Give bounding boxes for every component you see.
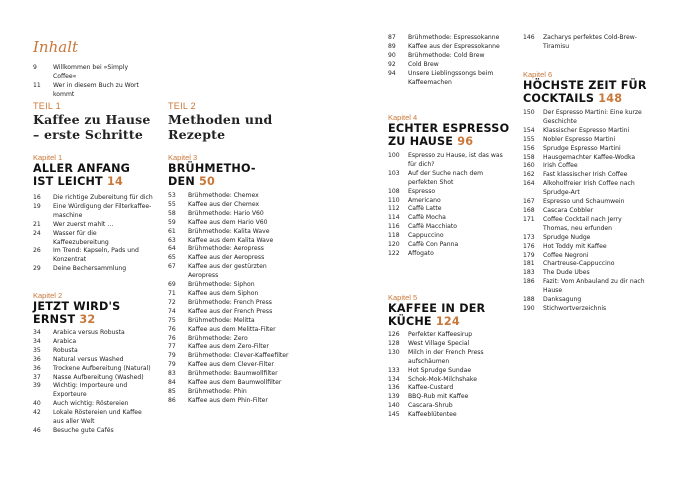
chapter-4-page: 96	[457, 134, 474, 148]
toc-entry	[168, 308, 298, 317]
toc-entry-title: Cascara Cobbler	[543, 206, 594, 214]
toc-page-number: 94	[388, 69, 396, 77]
toc-page-number: 59	[168, 218, 176, 226]
toc-page-number: 136	[388, 384, 400, 392]
toc-entry	[33, 427, 153, 436]
toc-page-number: 139	[388, 393, 400, 401]
toc-entry-title: Kaffee aus dem Hario V60	[188, 218, 268, 226]
toc-entry	[168, 237, 298, 246]
toc-entry	[33, 247, 153, 265]
chapter-3-list	[168, 192, 298, 406]
toc-entry-title: Americano	[408, 196, 441, 204]
toc-entry-title: Kaffee aus der French Press	[188, 307, 273, 315]
toc-entry	[523, 136, 648, 145]
toc-entry-title: Milch in der French Press aufschäumen	[408, 348, 484, 365]
toc-entry	[523, 171, 648, 180]
contents-title: Inhalt	[33, 38, 79, 56]
chapter-6-list	[523, 109, 648, 314]
toc-entry	[33, 82, 153, 100]
toc-page-number: 122	[388, 249, 400, 257]
toc-page-number: 16	[33, 194, 41, 201]
toc-entry-title: Unsere Lieblingssongs beim Kaffeemachen	[408, 69, 494, 86]
toc-page-number: 179	[523, 251, 535, 259]
toc-page-number: 118	[388, 232, 400, 240]
toc-entry-title: Kaffee aus der Espressokanne	[408, 42, 500, 50]
toc-entry-title: Brühmethode: Kalita Wave	[188, 227, 270, 235]
toc-page-number: 79	[168, 352, 176, 360]
toc-entry	[388, 384, 508, 393]
chapter-1-page: 14	[107, 174, 123, 188]
toc-page-number: 84	[168, 379, 176, 387]
toc-entry-title: Chartreuse-Cappuccino	[543, 260, 615, 268]
toc-entry-title: Kaffee-Custard	[408, 384, 454, 392]
toc-page-number: 164	[523, 180, 535, 188]
toc-entry-title: Nobler Espresso Martini	[543, 135, 616, 143]
toc-entry	[523, 145, 648, 154]
chapter-6-label: Kapitel 6	[523, 70, 553, 79]
toc-entry-title: Wer zuerst mahlt …	[53, 220, 114, 228]
toc-entry	[33, 338, 153, 347]
toc-entry	[168, 290, 298, 299]
chapter-3-heading: BRÜHMETHO-DEN	[168, 162, 256, 188]
toc-entry	[168, 228, 298, 237]
toc-entry	[388, 197, 508, 206]
toc-entry-title: Kaffee aus dem Baumwollfilter	[188, 379, 282, 387]
toc-entry-title: Caffè Mocha	[408, 214, 446, 222]
toc-page-number: 140	[388, 402, 400, 410]
toc-entry	[388, 232, 508, 241]
toc-page-number: 34	[33, 329, 41, 336]
toc-entry-title: Brühmethode: Siphon	[188, 281, 255, 289]
toc-entry-title: Brühmethode: Espressokanne	[408, 34, 500, 41]
chapter-2-list	[33, 329, 153, 436]
toc-entry-title: Irish Coffee	[543, 162, 578, 170]
toc-page-number: 120	[388, 241, 400, 249]
toc-entry-title: Lokale Röstereien und Kaffee aus aller Welt	[53, 409, 142, 426]
toc-page-number: 85	[168, 387, 176, 395]
toc-page-number: 108	[388, 187, 400, 195]
chapter-5-list	[388, 331, 508, 420]
toc-entry-title: Zacharys perfektes Cold-Brew-Tiramisu	[543, 34, 637, 50]
toc-page-number: 29	[33, 265, 41, 273]
toc-page-number: 74	[168, 307, 176, 315]
toc-entry-title: Danksagung	[543, 296, 582, 304]
toc-page-number: 65	[168, 254, 176, 262]
toc-page-number: 103	[388, 169, 400, 177]
toc-page-number: 36	[33, 355, 41, 363]
toc-page-number: 53	[168, 192, 176, 199]
toc-entry	[523, 252, 648, 261]
toc-entry	[33, 194, 153, 203]
toc-entry	[168, 192, 298, 201]
toc-entry	[168, 263, 298, 281]
toc-entry-title: Willkommen bei »Simply Coffee«	[53, 64, 129, 80]
toc-entry-title: Nasse Aufbereitung (Washed)	[53, 373, 144, 381]
chapter-1-label: Kapitel 1	[33, 153, 63, 162]
toc-entry	[33, 203, 153, 221]
toc-entry-title: Kaffee aus dem Zero-Filter	[188, 343, 269, 351]
toc-entry-title: Kaffee aus der Chemex	[188, 200, 260, 208]
toc-page-number: 87	[388, 34, 396, 41]
toc-entry	[388, 223, 508, 232]
toc-entry-title: Espresso und Schaumwein	[543, 198, 625, 206]
toc-page-number: 154	[523, 126, 535, 134]
chapter-1-list	[33, 194, 153, 274]
toc-page-number: 24	[33, 229, 41, 237]
toc-entry-title: Eine Würdigung der Filterkaffeemaschine	[53, 202, 152, 219]
toc-entry-title: Brühmethode: Aeropress	[188, 245, 264, 253]
toc-entry	[388, 188, 508, 197]
toc-entry-title: Kaffee aus dem Kalita Wave	[188, 236, 274, 244]
toc-entry	[168, 245, 298, 254]
toc-page-number: 46	[33, 426, 41, 434]
chapter-5-title	[388, 303, 498, 328]
toc-entry	[523, 127, 648, 136]
toc-entry-title: Fazit: Vom Anbauland zu dir nach Hause	[543, 278, 645, 295]
toc-page-number: 11	[33, 81, 41, 89]
toc-page-number: 76	[168, 334, 176, 342]
toc-page-number: 64	[168, 245, 176, 253]
toc-entry	[388, 61, 508, 70]
toc-entry	[523, 260, 648, 269]
toc-page-number: 89	[388, 42, 396, 50]
toc-entry	[388, 70, 508, 88]
col3-continued-list	[388, 34, 508, 87]
toc-entry	[33, 230, 153, 248]
toc-entry	[168, 361, 298, 370]
toc-entry-title: Kaffee aus dem Phin-Filter	[188, 396, 268, 404]
chapter-2-page: 32	[79, 312, 96, 326]
toc-entry-title: Caffè Latte	[408, 205, 442, 213]
toc-page-number: 145	[388, 411, 400, 419]
toc-page-number: 167	[523, 198, 535, 206]
part-2-label: TEIL 2	[168, 101, 196, 111]
toc-entry	[523, 154, 648, 163]
toc-page-number: 21	[33, 220, 41, 228]
toc-entry-title: Cold Brew	[408, 60, 439, 68]
toc-entry	[33, 347, 153, 356]
toc-page-number: 100	[388, 152, 400, 159]
toc-entry	[523, 207, 648, 216]
toc-page-number: 19	[33, 202, 41, 210]
toc-entry-title: Caffè Macchiato	[408, 223, 457, 231]
toc-entry	[523, 34, 648, 52]
toc-page-number: 26	[33, 247, 41, 255]
toc-entry-title: Kaffee aus der gestürzten Aeropress	[188, 263, 267, 280]
chapter-2-heading: JETZT WIRD'S ERNST	[33, 300, 121, 326]
toc-page-number: 190	[523, 304, 535, 312]
toc-entry	[33, 374, 153, 383]
toc-page-number: 130	[388, 348, 400, 356]
toc-entry	[523, 198, 648, 207]
toc-entry	[388, 214, 508, 223]
toc-page-number: 168	[523, 206, 535, 214]
toc-entry-title: Brühmethode: Chemex	[188, 192, 259, 199]
toc-entry	[33, 221, 153, 230]
toc-entry-title: Affogato	[408, 249, 434, 257]
toc-page-number: 72	[168, 298, 176, 306]
toc-entry-title: Brühmethode: Phin	[188, 387, 247, 395]
toc-entry	[523, 180, 648, 198]
toc-entry	[388, 402, 508, 411]
toc-page-number: 150	[523, 109, 535, 116]
toc-entry	[388, 349, 508, 367]
toc-entry	[168, 326, 298, 335]
chapter-3-title	[168, 163, 263, 188]
part-1-title: Kaffee zu Hause – erste Schritte	[33, 112, 151, 142]
toc-entry-title: Kaffee aus dem Clever-Filter	[188, 361, 274, 369]
toc-page-number: 55	[168, 200, 176, 208]
toc-entry	[523, 234, 648, 243]
toc-page-number: 77	[168, 343, 176, 351]
toc-page-number: 71	[168, 289, 176, 297]
toc-entry-title: Fast klassischer Irish Coffee	[543, 171, 628, 179]
toc-entry-title: Cascara-Shrub	[408, 402, 453, 410]
toc-page-number: 63	[168, 236, 176, 244]
toc-entry	[523, 162, 648, 171]
chapter-5-page: 124	[435, 314, 460, 328]
toc-page-number: 162	[523, 171, 535, 179]
chapter-1-heading: ALLER ANFANG IST LEICHT	[33, 162, 131, 188]
toc-entry-title: Wasser für die Kaffeezubereitung	[53, 229, 109, 246]
toc-page-number: 42	[33, 409, 41, 417]
toc-entry-title: Wer in diesem Buch zu Wort kommt	[53, 81, 139, 98]
toc-page-number: 92	[388, 60, 396, 68]
toc-entry	[168, 335, 298, 344]
toc-entry-title: Brühmethode: Hario V60	[188, 209, 264, 217]
toc-entry-title: Coffee Negroni	[543, 251, 589, 259]
toc-entry-title: Cappuccino	[408, 232, 444, 240]
toc-entry-title: Wichtig: Importeure und Exporteure	[53, 382, 128, 399]
toc-page-number: 75	[168, 316, 176, 324]
chapter-4-title	[388, 123, 513, 148]
toc-entry	[388, 241, 508, 250]
toc-page-number: 61	[168, 227, 176, 235]
toc-entry	[523, 216, 648, 234]
toc-entry-title: Sprudge Nudge	[543, 233, 591, 241]
toc-entry	[388, 340, 508, 349]
toc-entry	[388, 393, 508, 402]
toc-entry	[523, 296, 648, 305]
toc-entry-title: Im Trend: Kapseln, Pads und Konzentrat	[53, 247, 139, 264]
toc-entry-title: West Village Special	[408, 339, 470, 347]
toc-entry-title: Hot Sprudge Sundae	[408, 366, 472, 374]
toc-entry-title: Auch wichtig: Röstereien	[53, 400, 129, 408]
toc-entry	[33, 329, 153, 338]
toc-entry	[168, 317, 298, 326]
toc-entry	[33, 265, 153, 274]
toc-page-number: 79	[168, 361, 176, 369]
toc-page-number: 146	[523, 34, 535, 41]
toc-page-number: 69	[168, 281, 176, 289]
toc-page-number: 134	[388, 375, 400, 383]
chapter-3-page: 50	[199, 174, 215, 188]
chapter-4-list	[388, 152, 508, 259]
toc-entry-title: Kaffee aus dem Siphon	[188, 289, 259, 297]
toc-page-number: 126	[388, 331, 400, 338]
toc-entry	[168, 299, 298, 308]
toc-entry	[168, 343, 298, 352]
toc-page-number: 76	[168, 325, 176, 333]
toc-entry-title: Brühmethode: Baumwollfilter	[188, 370, 278, 378]
toc-entry	[33, 64, 153, 82]
toc-entry	[168, 201, 298, 210]
toc-entry	[168, 210, 298, 219]
toc-entry-title: Arabica versus Robusta	[53, 329, 125, 336]
toc-entry-title: Hot Toddy mit Kaffee	[543, 242, 607, 250]
toc-page-number: 90	[388, 51, 396, 59]
toc-page-number: 58	[168, 209, 176, 217]
toc-entry-title: Der Espresso Martini: Eine kurze Geschichte	[543, 109, 642, 125]
part-2-title: Methoden und Rezepte	[168, 112, 273, 142]
toc-entry-title: Trockene Aufbereitung (Natural)	[53, 364, 151, 372]
chapter-2-label: Kapitel 2	[33, 291, 63, 300]
toc-page-number: 37	[33, 373, 41, 381]
toc-entry-title: Die richtige Zubereitung für dich	[53, 194, 153, 201]
toc-entry	[168, 370, 298, 379]
toc-entry-title: The Dude Ubes	[543, 269, 590, 277]
toc-entry-title: Auf der Suche nach dem perfekten Shot	[408, 169, 484, 186]
toc-entry-title: Schok-Mok-Milchshake	[408, 375, 477, 383]
toc-entry-title: Brühmethode: Clever-Kaffeefilter	[188, 352, 289, 360]
toc-entry	[33, 382, 153, 400]
toc-entry-title: Klassischer Espresso Martini	[543, 126, 630, 134]
toc-entry-title: Arabica	[53, 337, 77, 345]
toc-entry	[523, 305, 648, 314]
toc-entry	[388, 411, 508, 420]
toc-entry	[33, 365, 153, 374]
toc-page-number: 173	[523, 233, 535, 241]
toc-page-number: 155	[523, 135, 535, 143]
toc-entry	[33, 356, 153, 365]
toc-entry	[168, 352, 298, 361]
chapter-6-page: 148	[598, 91, 623, 105]
toc-entry	[168, 254, 298, 263]
intro-list	[33, 64, 153, 100]
toc-page-number: 176	[523, 242, 535, 250]
toc-page-number: 116	[388, 223, 400, 231]
toc-entry	[388, 205, 508, 214]
toc-entry-title: Coffee Cocktail nach Jerry Thomas, neu erfunden	[543, 215, 622, 232]
toc-entry	[168, 219, 298, 228]
toc-entry-title: Stichwortverzeichnis	[543, 304, 607, 312]
toc-page-number: 110	[388, 196, 400, 204]
toc-entry	[388, 52, 508, 61]
toc-entry-title: Kaffeeblütentee	[408, 411, 457, 419]
toc-entry	[388, 43, 508, 52]
toc-page-number: 171	[523, 215, 535, 223]
toc-entry-title: Kaffee aus der Aeropress	[188, 254, 265, 262]
toc-page-number: 35	[33, 346, 41, 354]
toc-entry	[33, 400, 153, 409]
toc-entry-title: Alkoholfreier Irish Coffee nach Sprudge-Art	[543, 180, 635, 197]
toc-entry-title: BBQ-Rub mit Kaffee	[408, 393, 469, 401]
col4-continued-list	[523, 34, 648, 52]
toc-page-number: 67	[168, 263, 176, 271]
toc-entry	[523, 243, 648, 252]
chapter-6-heading: HÖCHSTE ZEIT FÜR COCKTAILS	[523, 79, 647, 105]
toc-entry-title: Perfekter Kaffeesirup	[408, 331, 473, 338]
toc-entry	[168, 281, 298, 290]
toc-page-number: 183	[523, 269, 535, 277]
toc-entry	[523, 278, 648, 296]
toc-entry-title: Brühmethode: Zero	[188, 334, 248, 342]
chapter-5-heading: KAFFEE IN DER KÜCHE	[388, 302, 486, 328]
toc-entry-title: Brühmethode: Cold Brew	[408, 51, 485, 59]
toc-page-number: 158	[523, 153, 535, 161]
toc-page-number: 114	[388, 214, 400, 222]
toc-entry	[388, 152, 508, 170]
chapter-6-title	[523, 80, 653, 105]
toc-entry-title: Robusta	[53, 346, 78, 354]
toc-entry	[388, 367, 508, 376]
toc-entry	[388, 170, 508, 188]
toc-entry	[523, 109, 648, 127]
toc-entry	[523, 269, 648, 278]
toc-entry-title: Hausgemachter Kaffee-Wodka	[543, 153, 636, 161]
toc-page-number: 34	[33, 337, 41, 345]
toc-entry-title: Deine Bechersammlung	[53, 265, 127, 273]
toc-page-number: 160	[523, 162, 535, 170]
chapter-2-title	[33, 301, 143, 326]
toc-entry	[168, 379, 298, 388]
toc-entry-title: Espresso zu Hause, ist das was für dich?	[408, 152, 503, 168]
toc-entry-title: Brühmethode: French Press	[188, 298, 272, 306]
toc-page-number: 9	[33, 64, 37, 71]
toc-page-number: 186	[523, 278, 535, 286]
chapter-3-label: Kapitel 3	[168, 153, 198, 162]
part-1-label: TEIL 1	[33, 101, 61, 111]
toc-entry-title: Caffè Con Panna	[408, 241, 459, 249]
toc-page-number: 83	[168, 370, 176, 378]
toc-entry	[168, 397, 298, 406]
toc-entry	[388, 331, 508, 340]
toc-entry	[33, 409, 153, 427]
toc-page-number: 39	[33, 382, 41, 390]
toc-entry-title: Brühmethode: Melitta	[188, 316, 255, 324]
chapter-5-label: Kapitel 5	[388, 293, 418, 302]
toc-entry	[388, 250, 508, 259]
toc-entry-title: Besuche gute Cafés	[53, 426, 114, 434]
toc-page-number: 86	[168, 396, 176, 404]
toc-page-number: 133	[388, 366, 400, 374]
chapter-4-label: Kapitel 4	[388, 113, 418, 122]
toc-page-number: 188	[523, 296, 535, 304]
toc-page-number: 128	[388, 339, 400, 347]
chapter-1-title	[33, 163, 143, 188]
toc-entry	[388, 376, 508, 385]
toc-entry-title: Kaffee aus dem Melitta-Filter	[188, 325, 276, 333]
toc-page-number: 181	[523, 260, 535, 268]
toc-entry-title: Espresso	[408, 187, 436, 195]
toc-entry	[168, 388, 298, 397]
toc-page-number: 36	[33, 364, 41, 372]
toc-page-number: 156	[523, 144, 535, 152]
toc-page-number: 40	[33, 400, 41, 408]
chapter-4-heading: ECHTER ESPRESSO ZU HAUSE	[388, 122, 510, 148]
toc-entry-title: Sprudge Espresso Martini	[543, 144, 621, 152]
toc-entry	[388, 34, 508, 43]
toc-page-number: 112	[388, 205, 400, 213]
toc-entry-title: Natural versus Washed	[53, 355, 124, 363]
